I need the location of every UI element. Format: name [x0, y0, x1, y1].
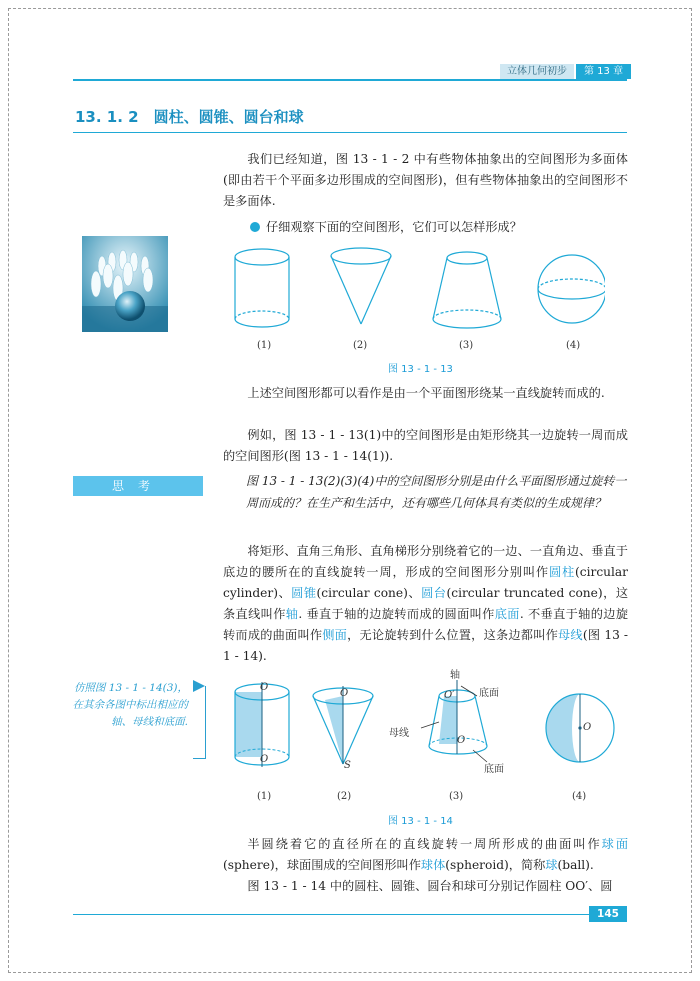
frustum-bottom-O: O: [457, 735, 466, 746]
fig14-label-3: (3): [449, 791, 464, 802]
sph-b: (sphere)，球面围成的空间图形叫作: [223, 858, 421, 872]
fig13-label-3: (3): [459, 340, 474, 351]
generatrix-label: 母线: [389, 728, 409, 739]
section-title: 13. 1. 2 圆柱、圆锥、圆台和球: [75, 108, 304, 126]
sphere-center-O: O: [583, 722, 592, 733]
sph-d: (ball).: [557, 858, 594, 872]
term-sphere-surface: 球面: [601, 837, 629, 851]
figure-13-1-13: [225, 244, 605, 339]
fig13-label-2: (2): [353, 340, 368, 351]
fig14-label-4: (4): [572, 791, 587, 802]
term-cone: 圆锥: [291, 586, 317, 600]
figure-13-1-14: [225, 672, 615, 790]
sph-a: 半圆绕着它的直径所在的直线旋转一周所形成的曲面叫作: [247, 837, 602, 851]
term-ball: 球: [545, 858, 558, 872]
frustum-top-O: O′: [444, 690, 455, 701]
def-frus-en: (circular truncated cone)，这条直线叫作: [223, 586, 629, 621]
term-frustum: 圆台: [421, 586, 447, 600]
cone-shape: [331, 248, 391, 324]
term-cylinder: 圆柱: [548, 565, 576, 579]
observe-prompt: [250, 218, 522, 235]
term-lateral: 侧面: [322, 628, 348, 642]
sphere-definition: [223, 834, 628, 876]
footer-rule: [73, 914, 627, 915]
def-d: ，无论旋转到什么位置，这条边都叫作: [347, 628, 559, 642]
bowling-photo: [82, 236, 168, 332]
running-header: [500, 64, 631, 79]
fig13-label-4: (4): [566, 340, 581, 351]
frustum-shape: [433, 252, 501, 328]
cone-top-O: O: [340, 688, 349, 699]
fig14-label-1: (1): [257, 791, 272, 802]
fig13-caption: 图 13 - 1 - 13: [388, 364, 453, 375]
section-rule: [73, 132, 627, 133]
cyl-bottom-O: O: [260, 754, 269, 765]
intro-paragraph: 我们已经知道，图 13 - 1 - 2 中有些物体抽象出的空间图形为多面体(即由若干个平面多边形围成的空间图形)，但有些物体抽象出的空间图形不是多面体.: [223, 152, 628, 208]
def-e: (图 13 - 1 - 14).: [223, 628, 629, 663]
prompt-text: 仔细观察下面的空间图形，它们可以怎样形成？: [266, 220, 522, 234]
definition-paragraph: [223, 541, 628, 667]
cyl-top-O: O: [260, 682, 269, 693]
side-note: 仿照图 13 - 1 - 14(3)，在其余各图中标出相应的轴、母线和底面.: [72, 682, 188, 728]
def-c: . 不垂直于轴的边旋转而成的曲面叫作: [223, 607, 629, 642]
think-label: 思考: [73, 476, 203, 496]
fig13-label-1: (1): [257, 340, 272, 351]
side-bracket: [193, 686, 206, 759]
term-axis: 轴: [285, 607, 299, 621]
sph-c: (spheroid)，简称: [445, 858, 546, 872]
def-b: . 垂直于轴的边旋转而成的圆面叫作: [298, 607, 495, 621]
cylinder-shape: [235, 249, 289, 327]
paragraph-example: 例如，图 13 - 1 - 13(1)中的空间图形是由矩形绕其一边旋转一周而成的空间图形(图 13 - 1 - 14(1)).: [223, 428, 628, 463]
fig14-label-2: (2): [337, 791, 352, 802]
fig14-caption: 图 13 - 1 - 14: [388, 816, 453, 827]
pointer-arrow-icon: [193, 680, 207, 692]
def-cyl-en: (circular cylinder)、: [223, 565, 629, 600]
cone-apex-S: S: [344, 760, 351, 771]
chapter-badge: 第 13 章: [576, 64, 631, 79]
def-cone-en: (circular cone)、: [316, 586, 422, 600]
axis-label: 轴: [450, 670, 460, 681]
term-base: 底面: [494, 607, 520, 621]
header-rule: [73, 79, 627, 81]
def-a: 将矩形、直角三角形、直角梯形分别绕着它的一边、一直角边、垂直于底边的腰所在的直线旋转一周，形成的空间图形分别叫作: [223, 544, 628, 579]
notation-paragraph: 图 13 - 1 - 14 中的圆柱、圆锥、圆台和球可分别记作圆柱 OO′、圆: [247, 879, 613, 893]
think-text: 图 13 - 1 - 13(2)(3)(4)中的空间图形分别是由什么平面图形通过旋转一周而成的？在生产和生活中，还有哪些几何体具有类似的生成规律？: [246, 474, 627, 510]
bullet-icon: [250, 222, 260, 232]
term-generatrix: 母线: [558, 628, 583, 642]
sphere-shape: [538, 255, 605, 323]
page-number: 145: [589, 906, 627, 922]
book-title: 立体几何初步: [500, 64, 574, 79]
top-base-label: 底面: [479, 688, 499, 699]
bottom-base-label: 底面: [484, 764, 504, 775]
term-sphere-body: 球体: [420, 858, 446, 872]
paragraph-rotation: 上述空间图形都可以看作是由一个平面图形绕某一直线旋转而成的.: [247, 386, 605, 400]
fig14-sphere: [546, 694, 614, 762]
